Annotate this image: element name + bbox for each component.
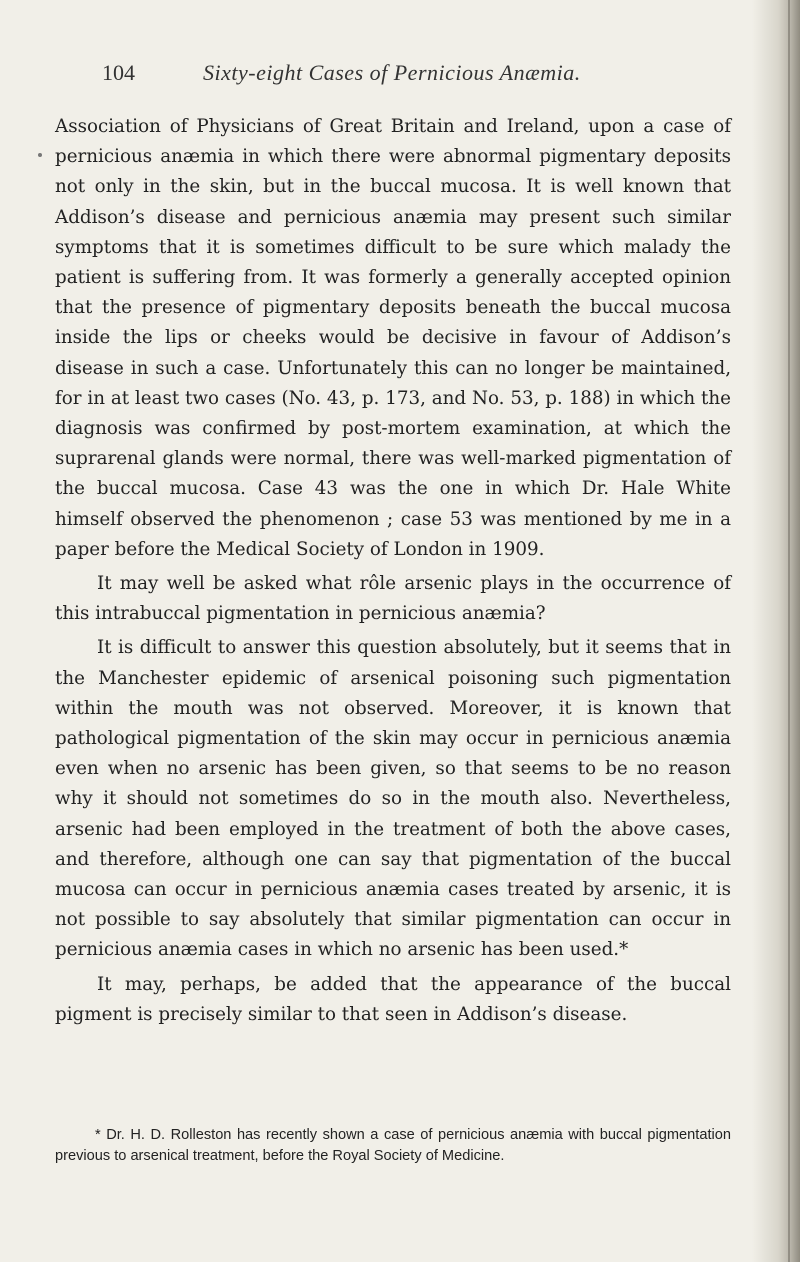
- footnote: * Dr. H. D. Rolleston has recently shown a case of pernicious anæmia with buccal pigmentation previous to arsenical treatment, before the Royal Society of Medicine.: [55, 1126, 731, 1164]
- margin-mark: [38, 153, 42, 157]
- running-title: Sixty-eight Cases of Pernicious Anæmia.: [203, 60, 581, 85]
- paragraph: It may well be asked what rôle arsenic plays in the occurrence of this intrabuccal pigmentation in pernicious anæmia?: [55, 573, 731, 625]
- paragraph: It may, perhaps, be added that the appearance of the buccal pigment is precisely similar to that seen in Addison’s disease.: [55, 973, 731, 1025]
- page-edge-line: [788, 0, 790, 1262]
- paragraph: It is difficult to answer this question absolutely, but it seems that in the Manchester epidemic of arsenical poisoning such pigmentation within the mouth was not observed. Moreover, it is known that pathological pigmentation of the skin may occur in pernicious anæmia even when no arsenic has been given, so that seems to be no reason why it should not sometimes do so in the mouth also. Nevertheless, arsenic had been employed in the treatment of both the above cases, and therefore, although one can say that pigmentation of the buccal mucosa can occur in pernicious anæmia cases treated by arsenic, it is not possible to say absolutely that similar pigmentation can occur in pernicious anæmia cases in which no arsenic has been used.*: [55, 637, 731, 961]
- body-text: [55, 112, 731, 1030]
- paragraph: Association of Physicians of Great Britain and Ireland, upon a case of pernicious anæmia in which there were abnormal pigmentary deposits not only in the skin, but in the buccal mucosa. It is well known that Addison’s disease and pernicious anæmia may present such similar symptoms that it is sometimes difficult to be sure which malady the patient is suffering from. It was formerly a generally accepted opinion that the presence of pigmentary deposits beneath the buccal mucosa inside the lips or cheeks would be decisive in favour of Addison’s disease in such a case. Unfortunately this can no longer be maintained, for in at least two cases (No. 43, p. 173, and No. 53, p. 188) in which the diagnosis was confirmed by post-mortem examination, at which the suprarenal glands were normal, there was well-marked pigmentation of the buccal mucosa. Case 43 was the one in which Dr. Hale White himself observed the phenomenon ; case 53 was mentioned by me in a paper before the Medical Society of London in 1909.: [55, 116, 731, 560]
- page-edge-shadow: [752, 0, 800, 1262]
- page-header: [102, 54, 722, 94]
- page-number: 104: [102, 60, 135, 85]
